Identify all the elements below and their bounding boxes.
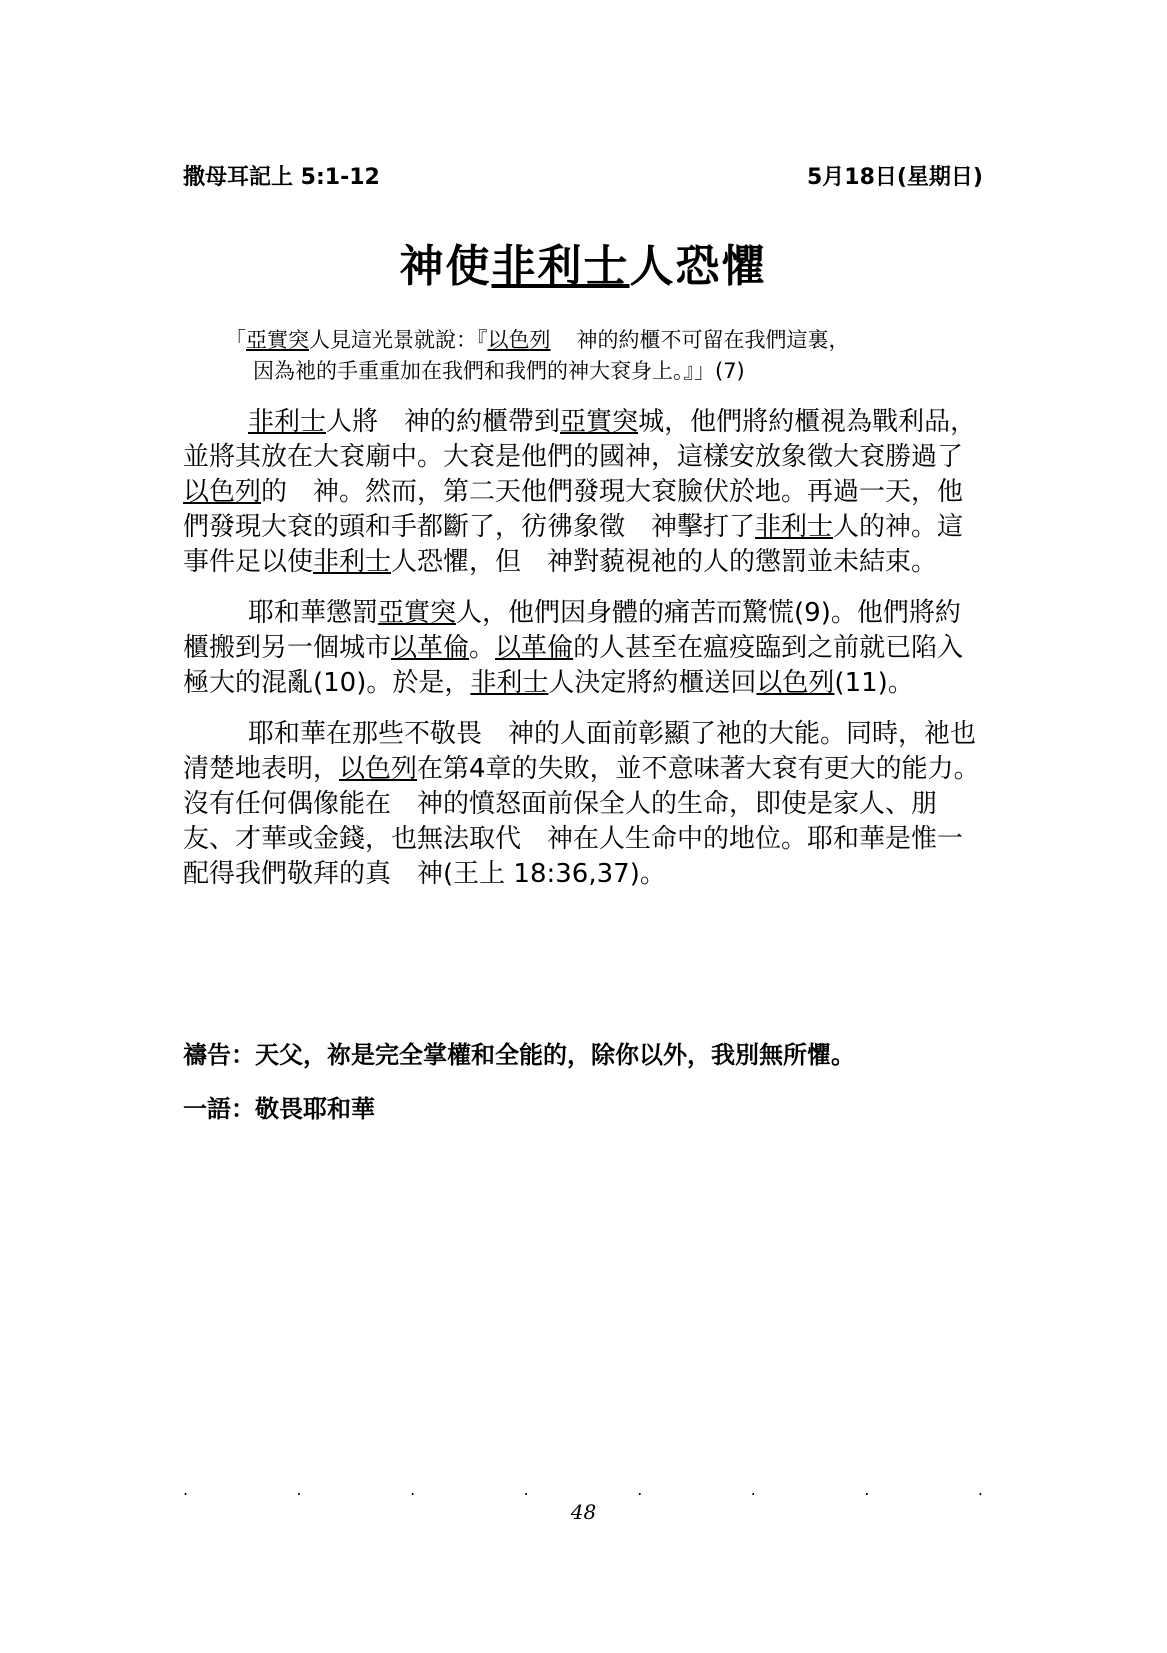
verse-text: 因為祂的手重重加在我們和我們的神大袞身上。』」(7) (253, 359, 745, 383)
dot: . (750, 1480, 756, 1499)
text: 神對藐視祂的人的懲罰並未結束。 (547, 547, 938, 577)
date-label: 5月18日(星期日) (806, 165, 983, 190)
text: 耶和華懲罰 (248, 598, 379, 628)
verse-text: 神的約櫃不可留在我們這裏， (576, 328, 850, 352)
dot: . (523, 1480, 529, 1499)
place-name: 以色列 (183, 477, 262, 507)
text: 神的約櫃帶到 (404, 407, 561, 437)
place-name: 以色列 (756, 668, 835, 698)
text: 耶和華在那些不敬畏 (248, 719, 483, 749)
dot: . (296, 1480, 302, 1499)
text: 人的神。這事件足以使 (183, 512, 964, 577)
text: 神的憤怒面前保全人的生命，即使是家人、朋友、才華或金錢，也無法取代 (183, 789, 938, 854)
text: 神(王上 18:36,37)。 (417, 859, 666, 889)
text: 的 (261, 477, 288, 507)
dot: . (410, 1480, 416, 1499)
prayer-line: 禱告：天父，祢是完全掌權和全能的，除你以外，我別無所懼。 (183, 1041, 855, 1069)
verse-text: 人見這光景就說：『 (309, 328, 488, 352)
verse-text: 「 (225, 328, 246, 352)
place-name: 亞實突 (560, 407, 639, 437)
place-name: 非利士 (755, 512, 834, 542)
title-part-underlined: 非利士 (491, 241, 630, 292)
text: 在第4章的失敗，並不意味著大袞有更大的能力。沒有任何偶像能在 (183, 754, 980, 819)
place-name: 亞實突 (378, 598, 457, 628)
key-verse (225, 325, 985, 387)
text: (11)。 (834, 668, 914, 698)
place-name: 非利士 (470, 668, 549, 698)
dot: . (637, 1480, 643, 1499)
page-title (0, 230, 1167, 294)
place-name: 以色列 (339, 754, 418, 784)
title-part: 人恐懼 (629, 241, 768, 292)
place-name: 非利士 (248, 407, 327, 437)
text: 城，他們將約櫃視為戰利品，並將其放在大袞廟中。大袞是他們的國神，這樣安放象徵大袞勝過了 (183, 407, 977, 472)
scripture-reference: 撒母耳記上 5:1-12 (183, 165, 380, 190)
paragraph-3 (183, 717, 983, 892)
page-header (183, 160, 983, 191)
page-number: 48 (570, 1500, 597, 1524)
dot: . (977, 1480, 983, 1499)
title-part: 神使 (399, 241, 492, 292)
text: 人將 (326, 407, 379, 437)
text: 的人甚至在瘟疫臨到之前就已陷入極大的混亂(10)。於是， (183, 633, 964, 698)
text: 人決定將約櫃送回 (548, 668, 757, 698)
body-text (183, 405, 983, 908)
text: 神的人面前彰顯了祂的大能。同時，祂也清楚地表明， (183, 719, 977, 784)
footer-dot-rule (183, 1480, 983, 1499)
paragraph-2 (183, 596, 983, 701)
text: 人恐懼，但 (391, 547, 522, 577)
verse-place-name: 以色列 (487, 328, 551, 352)
place-name: 以革倫 (391, 633, 470, 663)
prayer-section (183, 1035, 1003, 1143)
text: 。 (469, 633, 496, 663)
paragraph-1 (183, 405, 983, 580)
text: 人，他們因身體的痛苦而驚慌(9)。他們將約櫃搬到另一個城市 (183, 598, 961, 663)
text: 神在人生命中的地位。耶和華是惟一配得我們敬拜的真 (183, 824, 964, 889)
text: 神。然而，第二天他們發現大袞臉伏於地。再過一天，他們發現大袞的頭和手都斷了，彷彿象徵 (183, 477, 964, 542)
dot: . (183, 1480, 189, 1499)
place-name: 以革倫 (495, 633, 574, 663)
dot: . (864, 1480, 870, 1499)
verse-place-name: 亞實突 (246, 328, 309, 352)
one-word-line: 一語：敬畏耶和華 (183, 1095, 375, 1123)
place-name: 非利士 (313, 547, 392, 577)
text: 神擊打了 (651, 512, 756, 542)
